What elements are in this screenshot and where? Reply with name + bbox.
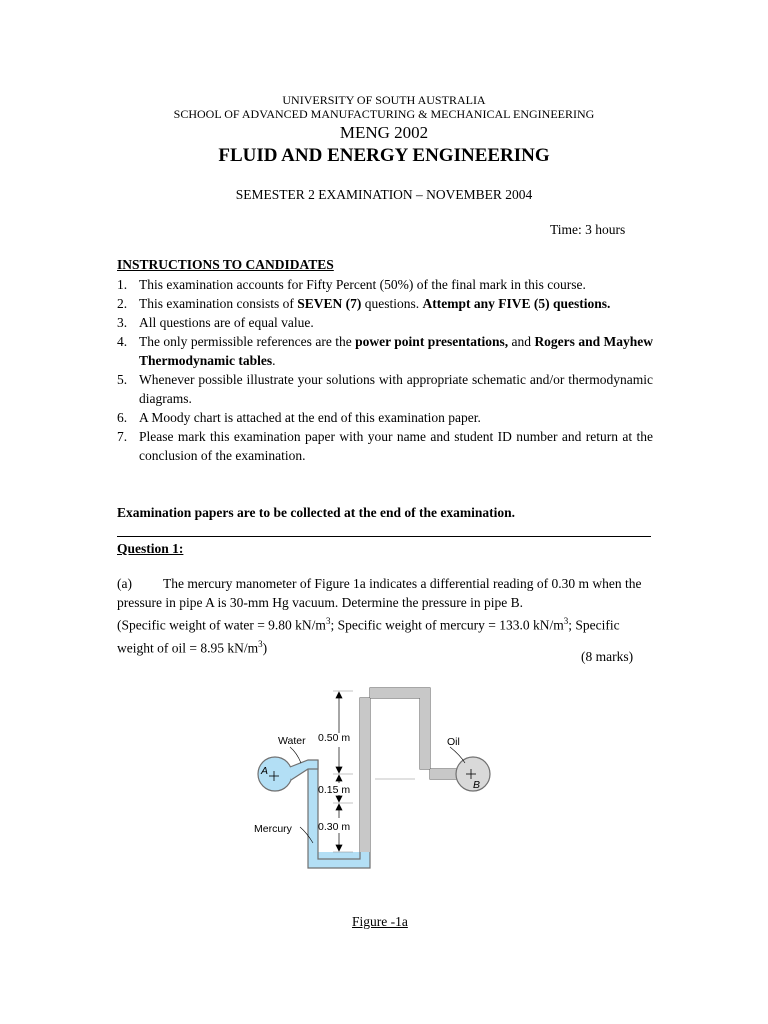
- oil-weight-text: ; Specific weight of oil = 8.95 kN/m: [117, 617, 620, 655]
- instruction-emphasis: SEVEN (7): [297, 296, 362, 311]
- label-dim-top: 0.50 m: [318, 732, 351, 744]
- exam-duration: Time: 3 hours: [550, 222, 626, 237]
- instruction-fragment: The only permissible references are the: [139, 334, 356, 349]
- label-point-b: B: [473, 779, 481, 791]
- mercury-column: [308, 852, 370, 868]
- instruction-text: [139, 370, 653, 408]
- figure-caption: Figure -1a: [352, 914, 408, 929]
- instruction-emphasis: power point presentations,: [355, 334, 509, 349]
- section-divider: [117, 536, 651, 537]
- instruction-item: [117, 332, 653, 370]
- instruction-text: [139, 275, 653, 294]
- question-marks: (8 marks): [581, 649, 634, 664]
- instruction-item: [117, 294, 653, 313]
- question-part-label: (a): [117, 576, 132, 591]
- question-line: The mercury manometer of Figure 1a indicates a differential reading of 0.30 m when the pressure in pipe A is 30-mm Hg vacuum. Determine the pressure in pipe B.: [117, 576, 642, 610]
- instruction-text: [139, 332, 653, 370]
- manometer-figure: [245, 683, 545, 873]
- instruction-item: [117, 275, 653, 294]
- instructions-list: [117, 275, 653, 465]
- water-weight-exponent: 3: [325, 616, 331, 626]
- close-paren: ): [262, 640, 268, 655]
- instruction-emphasis: Rogers and Mayhew Thermodynamic tables: [139, 334, 654, 368]
- university-name: UNIVERSITY OF SOUTH AUSTRALIA: [282, 93, 486, 107]
- instruction-fragment: This examination accounts for Fifty Percent (50%) of the final mark in this course.: [139, 277, 586, 292]
- instruction-text: [139, 408, 653, 427]
- instruction-fragment: questions.: [361, 296, 423, 311]
- instruction-text: [139, 294, 653, 313]
- instruction-fragment: This examination consists of: [139, 296, 298, 311]
- label-dim-mid: 0.15 m: [318, 784, 351, 796]
- label-dim-bottom: 0.30 m: [318, 821, 351, 833]
- instruction-item: [117, 370, 653, 408]
- instruction-fragment: All questions are of equal value.: [139, 315, 314, 330]
- instruction-fragment: .: [272, 353, 276, 368]
- instructions-heading: INSTRUCTIONS TO CANDIDATES: [117, 257, 334, 272]
- oil-pipe: [360, 688, 457, 852]
- instruction-number: 7.: [117, 429, 128, 444]
- label-oil: Oil: [447, 736, 460, 748]
- instruction-item: [117, 427, 653, 465]
- oil-weight-exponent: 3: [258, 638, 263, 649]
- instruction-text: [139, 313, 653, 332]
- instruction-number: 3.: [117, 315, 128, 330]
- instruction-number: 4.: [117, 334, 128, 349]
- mercury-weight-exponent: 3: [563, 616, 569, 626]
- label-water: Water: [278, 735, 306, 747]
- water-weight-text: (Specific weight of water = 9.80 kN/m: [117, 617, 326, 633]
- instruction-item: [117, 313, 653, 332]
- instruction-fragment: Whenever possible illustrate your solutions with appropriate schematic and/or thermodynamic diagrams.: [139, 372, 653, 406]
- exam-semester: SEMESTER 2 EXAMINATION – NOVEMBER 2004: [235, 187, 533, 202]
- instruction-text: [139, 427, 653, 465]
- question-heading: Question 1:: [117, 541, 184, 556]
- instruction-fragment: A Moody chart is attached at the end of this examination paper.: [139, 410, 481, 425]
- course-title: FLUID AND ENERGY ENGINEERING: [218, 145, 550, 166]
- instruction-number: 1.: [117, 277, 128, 292]
- instruction-emphasis: Attempt any FIVE (5) questions.: [422, 296, 611, 311]
- label-point-a: A: [261, 765, 269, 777]
- instruction-number: 6.: [117, 410, 128, 425]
- instruction-number: 5.: [117, 372, 128, 387]
- instruction-number: 2.: [117, 296, 128, 311]
- instruction-item: [117, 408, 653, 427]
- mercury-weight-text: ; Specific weight of mercury = 133.0 kN/m: [330, 617, 564, 633]
- instruction-fragment: and: [508, 334, 535, 349]
- instruction-fragment: Please mark this examination paper with your name and student ID number and return at the conclusion of the examination.: [139, 429, 653, 463]
- collection-note: Examination papers are to be collected at the end of the examination.: [117, 505, 515, 520]
- label-mercury: Mercury: [254, 823, 292, 835]
- question-text: [117, 574, 657, 657]
- course-code: MENG 2002: [339, 123, 429, 142]
- school-name: SCHOOL OF ADVANCED MANUFACTURING & MECHANICAL ENGINEERING: [173, 107, 595, 121]
